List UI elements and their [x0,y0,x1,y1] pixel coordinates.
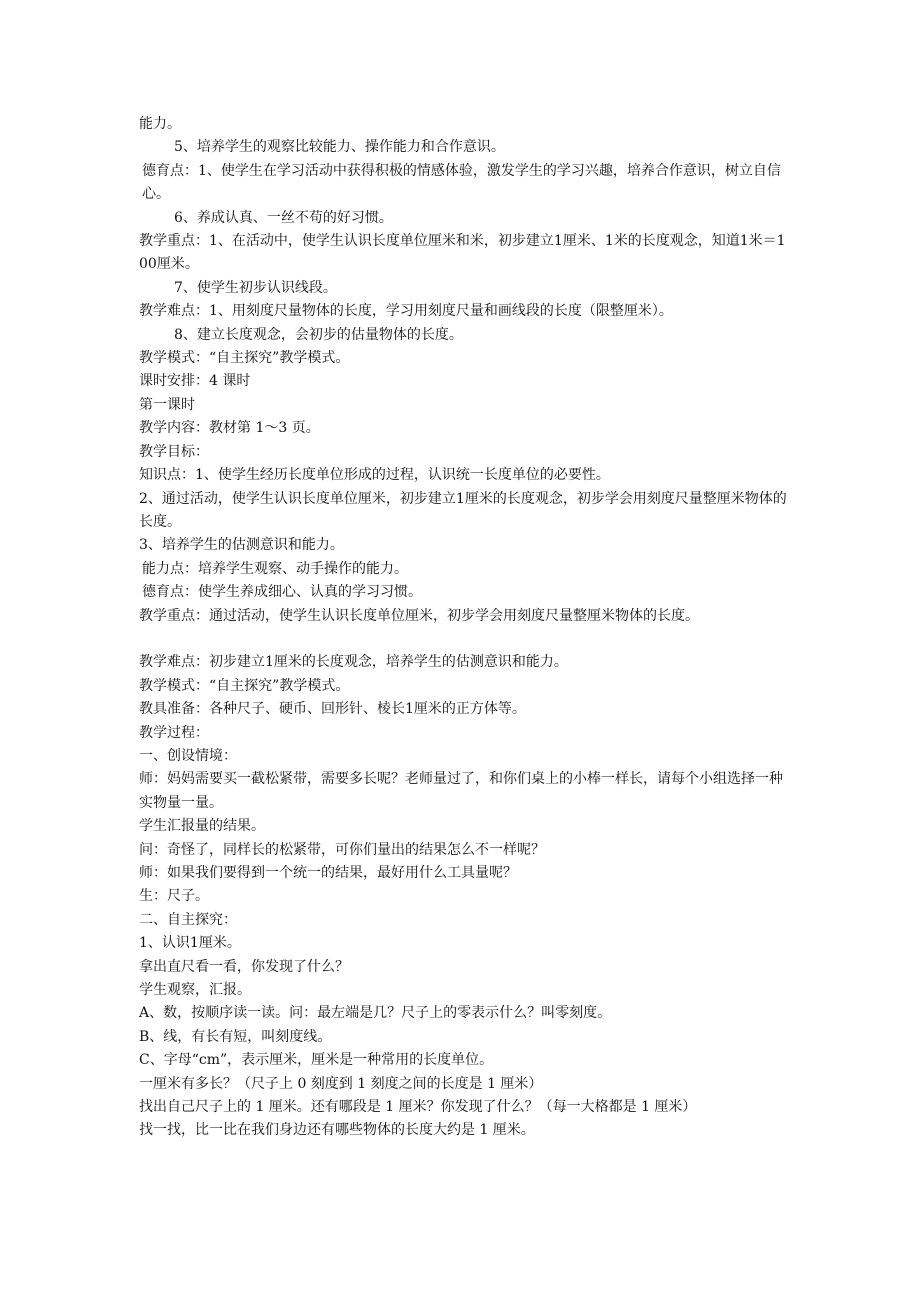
paragraph: 教学模式：“自主探究”教学模式。 [139,677,350,694]
paragraph: 一、创设情境： [139,747,237,764]
paragraph: 二、自主探究： [139,911,237,928]
paragraph: 1、认识1厘米。 [139,935,241,952]
paragraph: 教学过程： [139,724,209,741]
paragraph: 能力。 [139,116,181,132]
paragraph: 生：尺子。 [139,888,209,905]
paragraph: 教学模式：“自主探究”教学模式。 [139,350,350,367]
paragraph: 学生观察，汇报。 [139,982,251,999]
paragraph: 教学难点：1、用刻度尺量物体的长度，学习用刻度尺量和画线段的长度（限整厘米）。 [139,303,673,320]
paragraph: 知识点：1、使学生经历长度单位形成的过程，认识统一长度单位的必要性。 [139,467,610,484]
paragraph: A、数，按顺序读一读。问：最左端是几？尺子上的零表示什么？叫零刻度。 [139,1005,612,1022]
paragraph: 学生汇报量的结果。 [139,818,265,835]
blank-line [139,628,789,651]
paragraph: 德育点：1、使学生在学习活动中获得积极的情感体验，激发学生的学习兴趣，培养合作意识，树立自信心。 [142,162,781,203]
paragraph: 教学重点：1、在活动中，使学生认识长度单位厘米和米，初步建立1厘米、1米的长度观念，知道1米＝100厘米。 [139,233,786,273]
paragraph: C、字母“cm”，表示厘米，厘米是一种常用的长度单位。 [139,1052,494,1069]
paragraph: 教学难点：初步建立1厘米的长度观念，培养学生的估测意识和能力。 [139,654,568,671]
paragraph: 问：奇怪了，同样长的松紧带，可你们量出的结果怎么不一样呢？ [139,841,545,858]
paragraph: 找出自己尺子上的 1 厘米。还有哪段是 1 厘米？你发现了什么？（每一大格都是 1 厘米） [139,1099,697,1116]
paragraph: 德育点：使学生养成细心、认真的学习习惯。 [142,584,422,601]
paragraph: 第一课时 [139,396,195,413]
paragraph: 找一找，比一比在我们身边还有哪些物体的长度大约是 1 厘米。 [139,1122,535,1139]
paragraph: 能力点：培养学生观察、动手操作的能力。 [142,560,408,577]
paragraph: 教学内容：教材第 1～3 页。 [139,420,320,437]
paragraph: 师：妈妈需要买一截松紧带，需要多长呢？老师量过了，和你们桌上的小棒一样长，请每个小组选择一种实物量一量。 [139,771,783,811]
paragraph: 教具准备：各种尺子、硬币、回形针、棱长1厘米的正方体等。 [139,701,526,718]
paragraph: B、线，有长有短，叫刻度线。 [139,1028,332,1045]
paragraph: 6、养成认真、一丝不苟的好习惯。 [174,209,393,226]
paragraph: 8、建立长度观念，会初步的估量物体的长度。 [174,326,463,343]
paragraph: 7、使学生初步认识线段。 [174,279,337,296]
paragraph: 一厘米有多长？（尺子上 0 刻度到 1 刻度之间的长度是 1 厘米） [139,1075,543,1092]
paragraph: 拿出直尺看一看，你发现了什么？ [139,958,349,975]
paragraph: 师：如果我们要得到一个统一的结果，最好用什么工具量呢？ [139,864,517,881]
paragraph: 2、通过活动，使学生认识长度单位厘米，初步建立1厘米的长度观念，初步学会用刻度尺量整厘米物体的长度。 [139,490,787,530]
paragraph: 教学重点：通过活动，使学生认识长度单位厘米，初步学会用刻度尺量整厘米物体的长度。 [139,607,699,624]
paragraph: 5、培养学生的观察比较能力、操作能力和合作意识。 [174,139,505,156]
paragraph: 3、培养学生的估测意识和能力。 [139,537,344,554]
paragraph: 教学目标： [139,443,209,460]
document-body [139,113,789,1143]
paragraph: 课时安排：4 课时 [139,373,251,390]
